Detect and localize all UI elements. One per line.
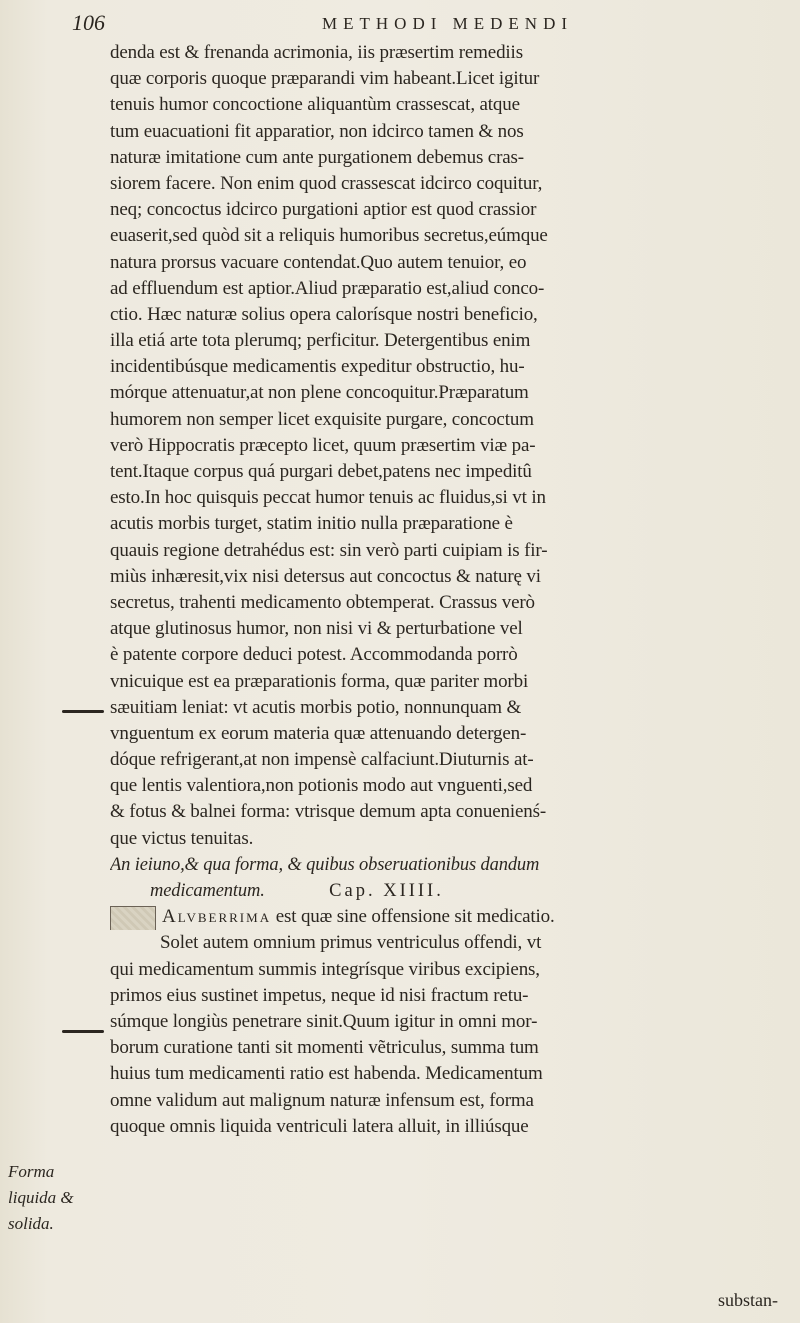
catchword: substan- (718, 1290, 778, 1310)
margin-dash-mark (62, 1030, 104, 1033)
page-number: 106 (72, 10, 105, 35)
text-line: omne validum aut malignum naturæ infensum est, forma (110, 1089, 534, 1111)
text-line: sæuitiam leniat: vt acutis morbis potio, nonnunquam & (110, 696, 522, 718)
text-line: tent.Itaque corpus quá purgari debet,patens nec impeditû (110, 461, 532, 482)
text-line: euaserit,sed quòd sit a reliquis humoribus secretus,eúmque (110, 225, 548, 247)
running-title: METHODI MEDENDI (322, 14, 574, 33)
text-line: primos eius sustinet impetus, neque id nisi fractum retu- (110, 984, 529, 1006)
chapter-number: Cap. XIIII. (329, 881, 444, 901)
text-line: humorem non semper licet exquisite purgare, concoctum (110, 408, 534, 430)
text-line: que lentis valentiora,non potionis modo aut vnguenti,sed (110, 775, 533, 797)
text-line: ad effluendum est aptior.Aliud præparatio est,aliud conco- (110, 277, 545, 299)
text-line: è patente corpore deduci potest. Accommodanda porrò (110, 644, 518, 666)
ornamental-initial (110, 906, 156, 930)
opening-word: Alvberrima (162, 906, 272, 928)
text-fragment: est quæ sine offensione sit medicatio. (275, 906, 555, 928)
text-line (110, 904, 782, 930)
text-line: qui medicamentum summis integrísque viribus excipiens, (110, 958, 540, 980)
margin-note: liquida & (8, 1188, 74, 1207)
text-line: que victus tenuitas. (110, 827, 254, 849)
text-line: quauis regione detrahédus est: sin verò parti cuipiam is fir- (110, 539, 548, 561)
text-line: & fotus & balnei forma: vtrisque demum apta conuenienś- (110, 801, 547, 823)
margin-note: Forma (8, 1162, 55, 1181)
text-line: naturæ imitatione cum ante purgationem debemus cras- (110, 146, 524, 168)
text-line: esto.In hoc quisquis peccat humor tenuis ac fluidus,si vt in (110, 487, 546, 509)
text-line: natura prorsus vacuare contendat.Quo autem tenuior, eo (110, 251, 527, 273)
text-line: quoque omnis liquida ventriculi latera alluit, in illiúsque (110, 1115, 529, 1137)
text-line: huius tum medicamenti ratio est habenda. Medicamentum (110, 1063, 543, 1085)
page-header (72, 10, 772, 40)
margin-dash-mark (62, 710, 104, 713)
text-line: verò Hippocratis præcepto licet, quum præsertim viæ pa- (110, 434, 536, 456)
chapter-heading: An ieiuno,& qua forma, & quibus obseruationibus dandum (110, 854, 540, 875)
text-line: quæ corporis quoque præparandi vim habeant.Licet igitur (110, 68, 540, 90)
main-text (110, 40, 782, 1140)
text-line: siorem facere. Non enim quod crassescat idcirco coquitur, (110, 172, 543, 194)
text-line: ctio. Hæc naturæ solius opera calorísque nostri beneficio, (110, 303, 538, 325)
chapter-heading-text: medicamentum. (150, 881, 265, 901)
text-line: súmque longiùs penetrare sinit.Quum igitur in omni mor- (110, 1010, 538, 1032)
margin-note: solida. (8, 1214, 54, 1233)
text-line: neq; concoctus idcirco purgationi aptior est quod crassior (110, 199, 537, 221)
text-line: illa etiá arte tota plerumq; perficitur. Detergentibus enim (110, 330, 531, 352)
text-line: incidentibúsque medicamentis expeditur obstructio, hu- (110, 356, 525, 378)
text-line: borum curatione tanti sit momenti vẽtriculus, summa tum (110, 1037, 539, 1059)
text-line: tenuis humor concoctione aliquantùm crassescat, atque (110, 94, 520, 116)
text-line: mórque attenuatur,at non plene concoquitur.Præparatum (110, 382, 529, 404)
text-line: Solet autem omnium primus ventriculus offendi, vt (160, 932, 542, 954)
text-line: miùs inhæresit,vix nisi detersus aut concoctus & naturę vi (110, 565, 541, 587)
text-line: secretus, trahenti medicamento obtemperat. Crassus verò (110, 591, 535, 613)
text-line: atque glutinosus humor, non nisi vi & perturbatione vel (110, 618, 523, 640)
text-line: vnguentum ex eorum materia quæ attenuando detergen- (110, 722, 527, 744)
text-line: vnicuique est ea præparationis forma, quæ pariter morbi (110, 670, 529, 692)
text-line: dóque refrigerant,at non impensè calfaciunt.Diuturnis at- (110, 749, 534, 771)
text-line: denda est & frenanda acrimonia, iis præsertim remediis (110, 42, 523, 63)
text-line: acutis morbis turget, statim initio nulla præparatione è (110, 513, 513, 535)
text-line: tum euacuationi fit apparatior, non idcirco tamen & nos (110, 120, 524, 142)
chapter-heading-cont (110, 878, 782, 904)
